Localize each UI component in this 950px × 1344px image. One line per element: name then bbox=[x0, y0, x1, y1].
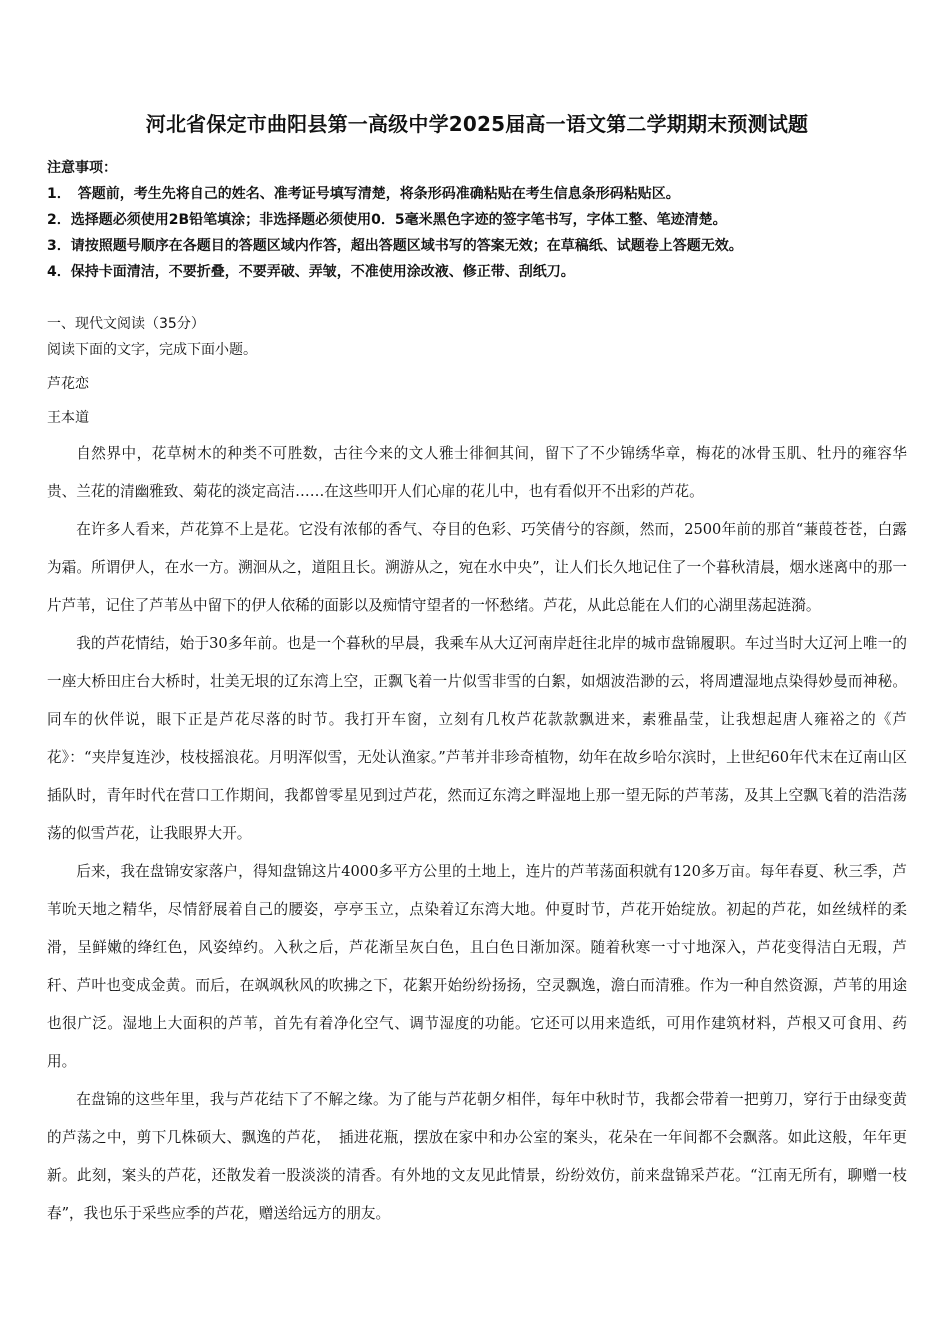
article-body bbox=[47, 435, 907, 1233]
notice-heading: 注意事项： bbox=[47, 160, 117, 176]
notice-item-1: 1． 答题前，考生先将自己的姓名、准考证号填写清楚，将条形码准确粘贴在考生信息条形码粘贴区。 bbox=[47, 186, 680, 202]
article-paragraph-1: 自然界中，花草树木的种类不可胜数，古往今来的文人雅士徘徊其间，留下了不少锦绣华章，梅花的冰骨玉肌、牡丹的雍容华贵、兰花的清幽雅致、菊花的淡定高洁……在这些叩开人们心扉的花儿中，也有看似开不出彩的芦花。 bbox=[47, 445, 907, 500]
exam-title: 河北省保定市曲阳县第一高级中学2025届高一语文第二学期期末预测试题 bbox=[145, 112, 809, 136]
notice-item-3: 3．请按照题号顺序在各题目的答题区域内作答，超出答题区域书写的答案无效；在草稿纸、试题卷上答题无效。 bbox=[47, 238, 743, 254]
notice-item-4: 4．保持卡面清洁，不要折叠，不要弄破、弄皱，不准使用涂改液、修正带、刮纸刀。 bbox=[47, 264, 575, 280]
article-paragraph-3: 我的芦花情结，始于30多年前。也是一个暮秋的早晨，我乘车从大辽河南岸赶往北岸的城市盘锦履职。车过当时大辽河上唯一的一座大桥田庄台大桥时，壮美无垠的辽东湾上空，正飘飞着一片似雪非雪的白絮，如烟波浩渺的云，将周遭湿地点染得妙曼而神秘。同车的伙伴说，眼下正是芦花尽落的时节。我打开车窗，立刻有几枚芦花款款飘进来，素雅晶莹，让我想起唐人雍裕之的《芦花》：“夹岸复连沙，枝枝摇浪花。月明浑似雪，无处认渔家。”芦苇并非珍奇植物，幼年在故乡哈尔滨时，上世纪60年代末在辽南山区插队时，青年时代在营口工作期间，我都曾零星见到过芦花，然而辽东湾之畔湿地上那一望无际的芦苇荡，及其上空飘飞着的浩浩荡荡的似雪芦花，让我眼界大开。 bbox=[47, 635, 907, 842]
article-title: 芦花恋 bbox=[47, 376, 89, 392]
article-paragraph-4: 后来，我在盘锦安家落户，得知盘锦这片4000多平方公里的土地上，连片的芦苇荡面积就有120多万亩。每年春夏、秋三季，芦苇吮天地之精华，尽情舒展着自己的腰姿，亭亭玉立，点染着辽东湾大地。仲夏时节，芦花开始绽放。初起的芦花，如丝绒样的柔滑，呈鲜嫩的绛红色，风姿绰约。入秋之后，芦花渐呈灰白色，且白色日渐加深。随着秋寒一寸寸地深入，芦花变得洁白无瑕，芦秆、芦叶也变成金黄。而后，在飒飒秋风的吹拂之下，花絮开始纷纷扬扬，空灵飘逸，澹白而清雅。作为一种自然资源，芦苇的用途也很广泛。湿地上大面积的芦苇，首先有着净化空气、调节湿度的功能。它还可以用来造纸，可用作建筑材料，芦根又可食用、药用。 bbox=[47, 863, 907, 1070]
article-author: 王本道 bbox=[47, 410, 89, 426]
notice-item-2: 2．选择题必须使用2B铅笔填涂；非选择题必须使用0．5毫米黑色字迹的签字笔书写，字体工整、笔迹清楚。 bbox=[47, 212, 727, 228]
notice-list bbox=[47, 181, 907, 285]
article-paragraph-5: 在盘锦的这些年里，我与芦花结下了不解之缘。为了能与芦花朝夕相伴，每年中秋时节，我都会带着一把剪刀，穿行于由绿变黄的芦荡之中，剪下几株硕大、飘逸的芦花， 插进花瓶，摆放在家中和办公室的案头，花朵在一年间都不会飘落。如此这般，年年更新。此刻，案头的芦花，还散发着一股淡淡的清香。有外地的文友见此情景，纷纷效仿，前来盘锦采芦花。“江南无所有，聊赠一枝春”，我也乐于采些应季的芦花，赠送给远方的朋友。 bbox=[47, 1091, 907, 1222]
reading-instruction: 阅读下面的文字，完成下面小题。 bbox=[47, 342, 257, 358]
article-paragraph-2: 在许多人看来，芦花算不上是花。它没有浓郁的香气、夺目的色彩、巧笑倩兮的容颜，然而，2500年前的那首“蒹葭苍苍，白露为霜。所谓伊人，在水一方。溯洄从之，道阻且长。溯游从之，宛在水中央”，让人们长久地记住了一个暮秋清晨，烟水迷离中的那一片芦苇，记住了芦苇丛中留下的伊人依稀的面影以及痴情守望者的一怀愁绪。芦花，从此总能在人们的心湖里荡起涟漪。 bbox=[47, 521, 907, 614]
exam-page bbox=[47, 108, 907, 1233]
section-heading: 一、现代文阅读（35分） bbox=[47, 316, 205, 332]
